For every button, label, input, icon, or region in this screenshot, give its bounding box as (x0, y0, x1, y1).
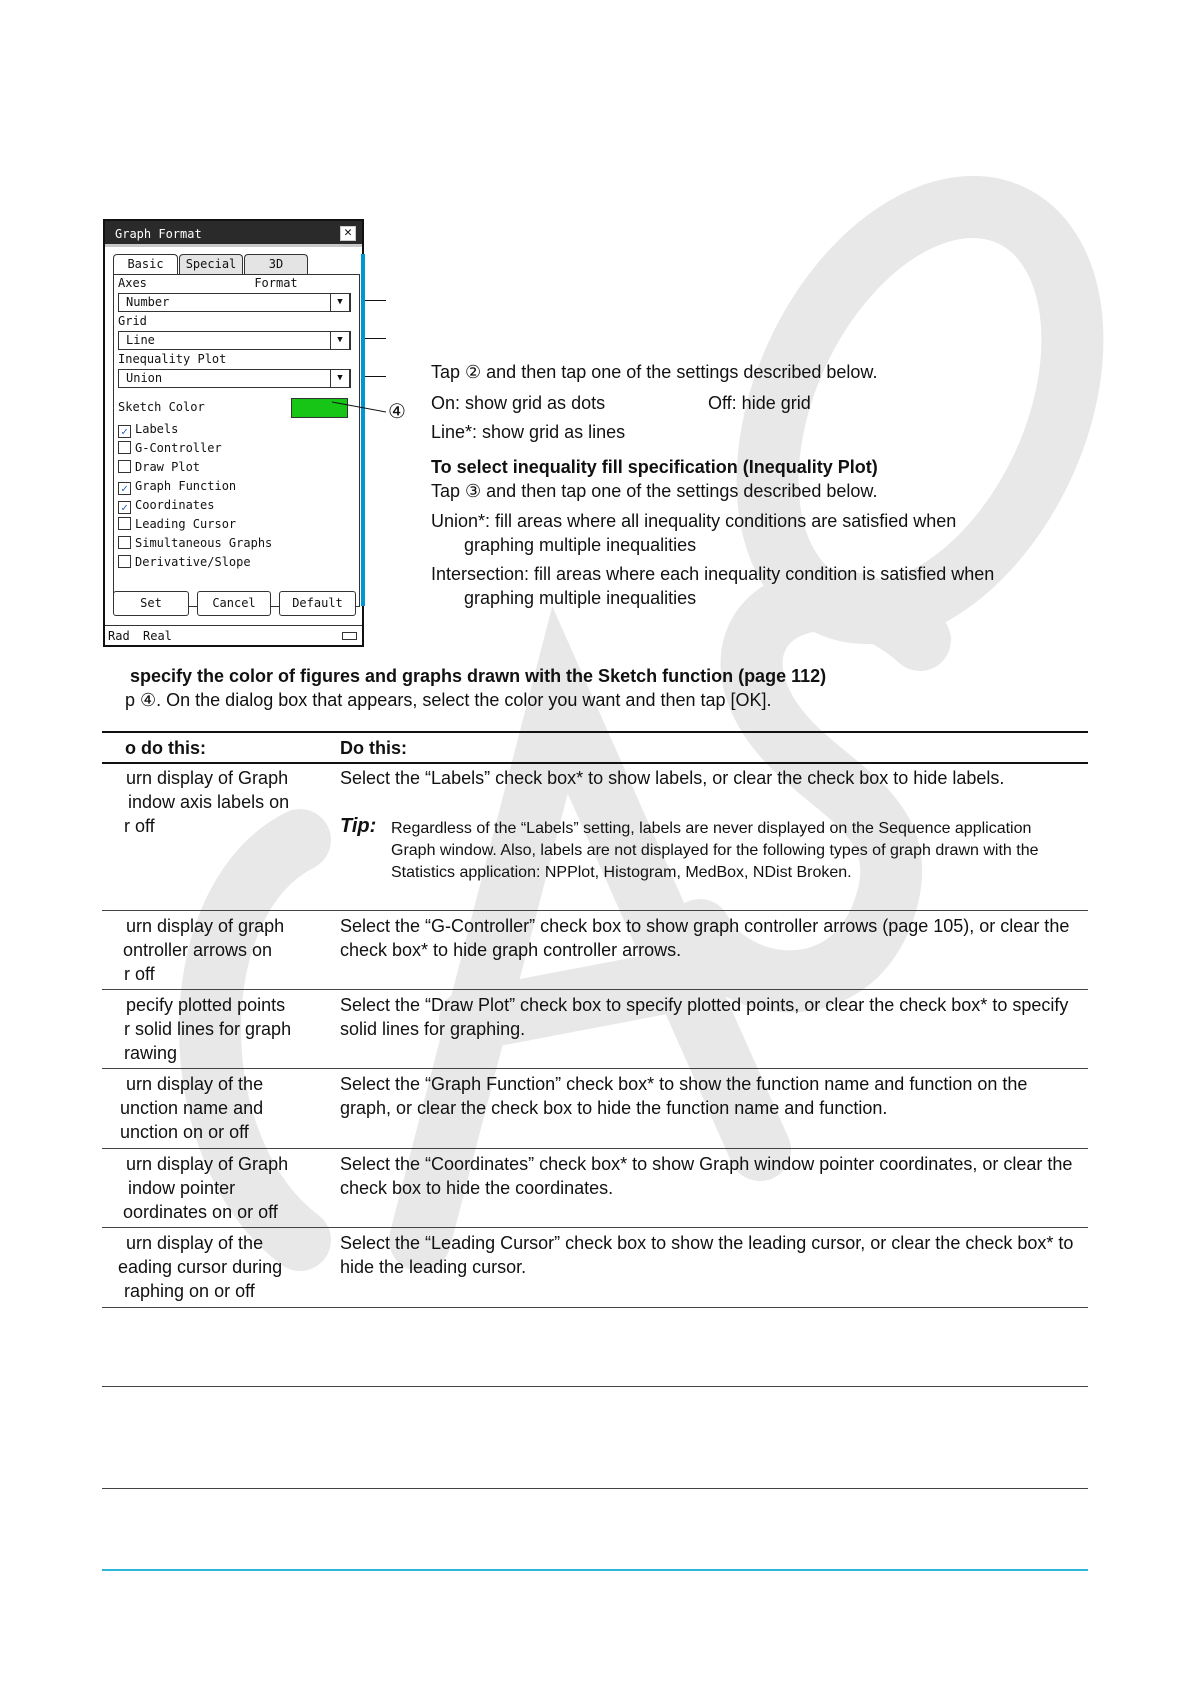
table-header-left: o do this: (125, 738, 206, 758)
tab-basic[interactable]: Basic (113, 254, 178, 275)
action-line: urn display of Graph (126, 768, 289, 788)
table-row-4-instruction: Select the “Graph Function” check box* to show the function name and function on the graph, or clear the check box to hide the function name and function. (340, 1074, 1028, 1118)
union-text: Union*: fill areas where all inequality conditions are satisfied when (431, 511, 957, 531)
table-header-rule (102, 762, 1088, 764)
table-row-divider (102, 989, 1088, 990)
tab-special[interactable]: Special (179, 254, 243, 274)
checkbox-label: Derivative/Slope (135, 555, 251, 569)
sketch-instruction: p ④. On the dialog box that appears, select the color you want and then tap [OK]. (125, 690, 772, 710)
status-mode: Real (143, 629, 172, 643)
table-row-6-action (118, 1231, 323, 1303)
grid-instruction: Tap ② and then tap one of the settings described below. (431, 362, 878, 382)
set-button[interactable]: Set (113, 591, 189, 616)
action-line: raphing on or off (124, 1281, 255, 1301)
dialog-title-bar (105, 221, 362, 247)
table-row-2-instruction: Select the “G-Controller” check box to show graph controller arrows (page 105), or clear the check box* to hide graph controller arrows. (340, 916, 1070, 960)
table-row-5-instruction: Select the “Coordinates” check box* to show Graph window pointer coordinates, or clear the check box to hide the coordinates. (340, 1154, 1073, 1198)
union-text-cont: graphing multiple inequalities (464, 535, 697, 555)
checkbox-label: Coordinates (135, 498, 215, 512)
action-line: urn display of the (126, 1233, 264, 1253)
inequality-instruction: Tap ③ and then tap one of the settings described below. (431, 481, 878, 501)
action-line: rawing (124, 1043, 178, 1063)
scrollbar[interactable] (361, 254, 365, 606)
table-row-3-instruction: Select the “Draw Plot” check box to specify plotted points, or clear the check box* to specify solid lines for graphing. (340, 995, 1069, 1039)
dialog-title: Graph Format (115, 227, 202, 241)
action-line: r off (124, 816, 155, 836)
table-row-divider (102, 910, 1088, 911)
action-line: r solid lines for graph (124, 1019, 292, 1039)
leader-line (365, 376, 386, 377)
chevron-down-icon[interactable]: ▼ (330, 331, 350, 350)
table-row-divider (102, 1068, 1088, 1069)
graph-format-dialog (103, 219, 364, 647)
action-line: unction name and (120, 1098, 264, 1118)
grid-line-text: Line*: show grid as lines (431, 422, 626, 442)
leader-line (365, 300, 386, 301)
footer-rule (102, 1569, 1088, 1571)
action-line: unction on or off (120, 1122, 249, 1142)
action-line: pecify plotted points (126, 995, 286, 1015)
intersection-text: Intersection: fill areas where each inequality condition is satisfied when (431, 564, 995, 584)
table-row-5-action (118, 1152, 323, 1224)
inequality-plot-label: Inequality Plot (118, 352, 227, 366)
leader-line (330, 398, 390, 418)
inequality-plot-select-value: Union (126, 371, 163, 385)
action-line: urn display of the (126, 1074, 264, 1094)
checkbox-label: Leading Cursor (135, 517, 237, 531)
table-top-rule (102, 731, 1088, 733)
checkbox-label: Labels (135, 422, 179, 436)
tip-text: Regardless of the “Labels” setting, labels are never displayed on the Sequence application Graph window. Also, labels are not displayed for the following types of graph drawn with the Statistics application: NPPlot, Histogram, MedBox, NDist Broken. (391, 820, 1039, 881)
grid-label: Grid (118, 314, 147, 328)
table-row-divider (102, 1488, 1088, 1489)
checkbox-icon: ✓ (118, 425, 131, 438)
status-angle: Rad (108, 629, 130, 643)
axes-label: Axes (118, 276, 147, 290)
intersection-text-cont: graphing multiple inequalities (464, 588, 697, 608)
basic-tab-panel (113, 274, 360, 607)
table-row-2-action (118, 914, 323, 986)
grid-select-value: Line (126, 333, 155, 347)
chevron-down-icon[interactable]: ▼ (330, 293, 350, 312)
leader-line (365, 338, 386, 339)
checkbox-icon: ✓ (118, 482, 131, 495)
action-line: indow axis labels on (128, 792, 290, 812)
grid-on-text: On: show grid as dots (431, 393, 606, 413)
sketch-heading: specify the color of figures and graphs drawn with the Sketch function (page 112) (130, 666, 827, 686)
default-button[interactable]: Default (279, 591, 356, 616)
status-bar (105, 625, 362, 645)
table-header-right: Do this: (340, 738, 407, 758)
table-row-divider (102, 1307, 1088, 1308)
action-line: r off (124, 964, 155, 984)
sketch-color-label: Sketch Color (118, 400, 205, 414)
table-row-divider (102, 1148, 1088, 1149)
battery-icon (342, 632, 357, 640)
tip-label: Tip: (340, 815, 377, 837)
inequality-heading: To select inequality fill specification (Inequality Plot) (431, 457, 878, 477)
checkbox-icon: ✓ (118, 501, 131, 514)
callout-4: ④ (388, 401, 406, 423)
checkbox-label: G-Controller (135, 441, 222, 455)
table-row-1-instruction: Select the “Labels” check box* to show labels, or clear the check box to hide labels. (340, 768, 1005, 788)
chevron-down-icon[interactable]: ▼ (330, 369, 350, 388)
tab-3d-format[interactable]: 3D Format (244, 254, 308, 274)
table-row-3-action (118, 993, 323, 1065)
cancel-button[interactable]: Cancel (197, 591, 271, 616)
action-line: oordinates on or off (123, 1202, 278, 1222)
table-row-divider (102, 1227, 1088, 1228)
action-line: eading cursor during (118, 1257, 283, 1277)
close-icon[interactable]: ✕ (340, 226, 356, 241)
table-row-divider (102, 1386, 1088, 1387)
table-row-4-action (118, 1072, 323, 1144)
action-line: urn display of graph (126, 916, 285, 936)
table-row-1-action (118, 766, 323, 838)
checkbox-label: Graph Function (135, 479, 237, 493)
action-line: indow pointer (128, 1178, 236, 1198)
action-line: ontroller arrows on (123, 940, 273, 960)
grid-off-text: Off: hide grid (708, 393, 811, 413)
checkbox-label: Simultaneous Graphs (135, 536, 273, 550)
checkbox-label: Draw Plot (135, 460, 201, 474)
action-line: urn display of Graph (126, 1154, 289, 1174)
axes-select-value: Number (126, 295, 170, 309)
table-row-6-instruction: Select the “Leading Cursor” check box to show the leading cursor, or clear the check box* to hide the leading cursor. (340, 1233, 1074, 1277)
